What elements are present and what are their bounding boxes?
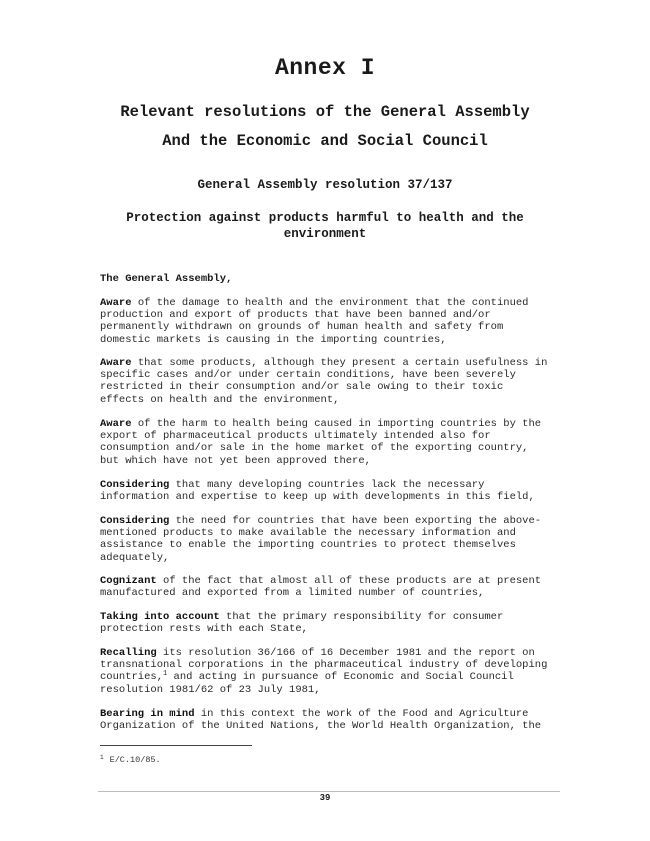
paragraph-keyword: Recalling [100, 647, 157, 659]
heading-line-1: Relevant resolutions of the General Assembly [120, 103, 530, 121]
page-number: 39 [319, 793, 331, 803]
paragraph-text: of the fact that almost all of these products are at present manufactured and exported from a limited number of countries, [100, 575, 542, 600]
heading-line-2: And the Economic and Social Council [162, 132, 488, 150]
preamble-paragraph [100, 708, 560, 732]
preamble-paragraph [100, 479, 560, 503]
footnote-marker: 1 [100, 754, 104, 761]
paragraph-keyword: Aware [100, 418, 132, 430]
footnote-separator [100, 745, 252, 746]
paragraph-text: and acting in pursuance of Economic and Social Council resolution 1981/62 of 23 July 1981, [100, 671, 514, 696]
preamble-paragraph [100, 575, 560, 599]
paragraph-text: that some products, although they present a certain usefulness in specific cases and/or under certain conditions, have been severely restricted in their consumption and/or sale owing to their toxic effects on health and the environment, [100, 357, 548, 406]
paragraph-keyword: Bearing in mind [100, 708, 195, 720]
footnote-text: E/C.10/85. [109, 755, 161, 765]
paragraph-text: in this context the work of the Food and Agriculture Organization of the United Nations, the World Health Organization, the [100, 708, 542, 733]
preamble-paragraph [100, 611, 560, 635]
paragraph-keyword: Taking into account [100, 611, 220, 623]
paragraph-text: its resolution 36/166 of 16 December 1981 and the report on transnational corporations in the pharmaceutical industry of developing countries, [100, 647, 548, 684]
paragraph-keyword: Cognizant [100, 575, 157, 587]
paragraph-keyword: Aware [100, 357, 132, 369]
annex-title: Annex I [274, 55, 376, 81]
paragraph-text: of the damage to health and the environment that the continued production and export of products that have been banned and/or permanently withdrawn on grounds of human health and safety from domestic markets is causing in the importing countries, [100, 297, 529, 346]
resolution-number: General Assembly resolution 37/137 [197, 178, 453, 192]
preamble-paragraph [100, 418, 560, 467]
opening-line: The General Assembly, [100, 273, 233, 285]
paragraph-keyword: Considering [100, 515, 170, 527]
paragraph-text: that many developing countries lack the necessary information and expertise to keep up with developments in this field, [100, 479, 535, 504]
preamble-paragraph [100, 297, 560, 346]
paragraph-text: that the primary responsibility for consumer protection rests with each State, [100, 611, 504, 636]
resolution-title: Protection against products harmful to health and the environment [126, 211, 524, 241]
preamble-paragraph [100, 357, 560, 406]
preamble-paragraph [100, 647, 560, 696]
paragraph-keyword: Considering [100, 479, 170, 491]
footnote-reference: 1 [163, 670, 168, 679]
paragraph-text: of the harm to health being caused in importing countries by the export of pharmaceutical products ultimately intended also for consumption and/or sale in the home market of the exporting country, but which have not yet been approved there, [100, 418, 542, 467]
preamble-paragraph [100, 515, 560, 564]
footer-rule [98, 791, 560, 792]
footnote [100, 754, 161, 765]
paragraph-keyword: Aware [100, 297, 132, 309]
paragraph-text: the need for countries that have been exporting the above- mentioned products to make available the necessary information and assistance to enable the importing countries to protect themselves adequately, [100, 515, 542, 564]
